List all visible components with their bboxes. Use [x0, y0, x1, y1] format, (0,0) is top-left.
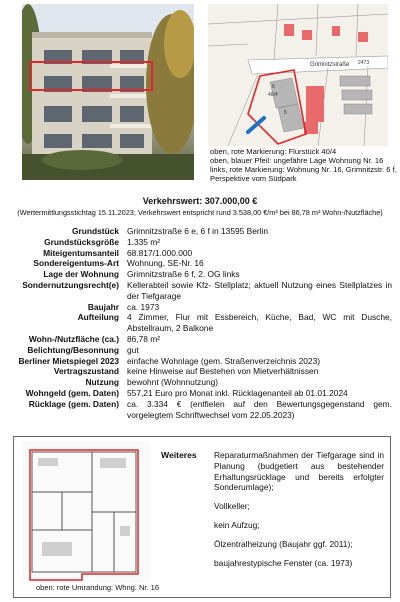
detail-value: 4 Zimmer, Flur mit Essbereich, Küche, Bad, WC mit Dusche, Abstellraum, 2 Balkone: [127, 312, 392, 334]
floor-plan: [22, 442, 150, 582]
detail-row: [0, 312, 400, 334]
detail-row: [0, 334, 400, 345]
detail-row: [0, 366, 400, 377]
detail-row: [0, 237, 400, 248]
detail-value: gut: [127, 344, 139, 355]
detail-label: Rücklage (gem. Daten): [28, 398, 119, 409]
detail-label: Wohn-/Nutzfläche (ca.): [28, 333, 119, 344]
map-number-label: 2473: [358, 60, 370, 66]
market-value-headline: Verkehrswert: 307.000,00 €: [142, 196, 258, 206]
detail-value: einfache Wohnlage (gem. Straßenverzeichnis 2023): [127, 355, 321, 366]
detail-value: 557,21 Euro pro Monat inkl. Rücklagenanteil ab 01.01.2024: [127, 387, 348, 398]
list-item: Ölzentralheizung (Baujahr ggf. 2011);: [214, 538, 353, 549]
detail-value: Wohnung, SE-Nr. 16: [127, 258, 204, 269]
caption-line: links, rote Markierung: Wohnung Nr. 16, Grimnitzstr. 6 f,: [210, 165, 397, 174]
caption-line: Perspektive vom Südpark: [210, 174, 297, 183]
list-item: Vollkeller;: [214, 501, 250, 512]
additional-info-box: [13, 436, 391, 598]
caption-line: oben, blauer Pfeil: ungefähre Lage Wohnung Nr. 16: [210, 156, 384, 165]
detail-label: Belichtung/Besonnung: [27, 344, 119, 355]
detail-row: [0, 377, 400, 388]
detail-label: Berliner Mietspiegel 2023: [18, 355, 119, 366]
property-details: [0, 226, 400, 420]
detail-value: ca. 1973: [127, 301, 160, 312]
detail-value: 68.817/1.000.000: [127, 247, 193, 258]
detail-label: Grundstücksgröße: [44, 236, 119, 247]
header-section: [22, 4, 397, 183]
detail-value: Grimnitzstraße 6 f, 2. OG links: [127, 269, 240, 280]
detail-row: [0, 399, 400, 421]
map-house-number: 6: [284, 110, 287, 116]
detail-row: [0, 302, 400, 313]
map-caption: [210, 147, 400, 183]
list-item: kein Aufzug;: [214, 519, 260, 530]
detail-label: Wohngeld (gem. Daten): [25, 387, 119, 398]
map-parcel-label: 40/4: [268, 92, 278, 98]
detail-label: Baujahr: [87, 301, 119, 312]
detail-label: Miteigentumsanteil: [43, 247, 119, 258]
list-item: Reparaturmaßnahmen der Tiefgarage sind in Planung (budgetiert aus bestehender Erhaltungsrücklage und bereits erfolgter Sonderumlage);: [214, 450, 384, 493]
detail-value: 86,78 m²: [127, 333, 161, 344]
market-value-note: (Wertermittlungsstichtag 15.11.2023; Verkehrswert entspricht rund 3.538,00 €/m² bei 86,78 m² Wohn-/Nutzfläche): [17, 208, 383, 217]
detail-label: Sondernutzungsrecht(e): [22, 279, 119, 290]
detail-row: [0, 248, 400, 259]
floor-plan-caption: oben: rote Umrandung: Whng. Nr. 16: [36, 583, 159, 592]
detail-row: [0, 356, 400, 367]
detail-value: ca. 3.334 € (entfielen auf den Bewertungsgegenstand gem. vorgelegtem Schriftwechsel vom 22.05.2023): [127, 398, 392, 420]
list-item: baujahrestypische Fenster (ca. 1973): [214, 557, 353, 568]
map-house-number: 6: [272, 84, 275, 90]
detail-value: 1.335 m²: [127, 236, 161, 247]
building-photo: [22, 4, 194, 180]
detail-label: Lage der Wohnung: [43, 269, 119, 280]
detail-row: [0, 269, 400, 280]
detail-row: [0, 280, 400, 302]
detail-value: Grimnitzstraße 6 e, 6 f in 13595 Berlin: [127, 226, 269, 236]
detail-label: Aufteilung: [77, 312, 119, 323]
detail-row: [0, 345, 400, 356]
detail-label: Nutzung: [85, 377, 119, 388]
weiteres-list: [214, 450, 384, 576]
weiteres-title: Weiteres: [161, 450, 197, 460]
detail-row: [0, 388, 400, 399]
detail-row: [0, 226, 400, 237]
detail-row: [0, 258, 400, 269]
detail-label: Sondereigentums-Art: [33, 258, 119, 269]
site-map: [208, 4, 388, 146]
detail-label: Vertragszustand: [53, 366, 119, 377]
detail-value: bewohnt (Wohnnutzung): [127, 377, 219, 388]
map-street-label: Grimnitzstraße: [310, 62, 350, 68]
caption-line: oben, rote Markierung: Flurstück 40/4: [210, 147, 337, 156]
detail-value: Kellerabteil sowie Kfz- Stellplatz; aktuell Nutzung eines Stellplatzes in der Tiefgarage: [127, 279, 392, 301]
detail-label: Grundstück: [72, 226, 119, 236]
detail-value: keine Hinweise auf Bestehen von Mietverhältnissen: [127, 366, 319, 377]
